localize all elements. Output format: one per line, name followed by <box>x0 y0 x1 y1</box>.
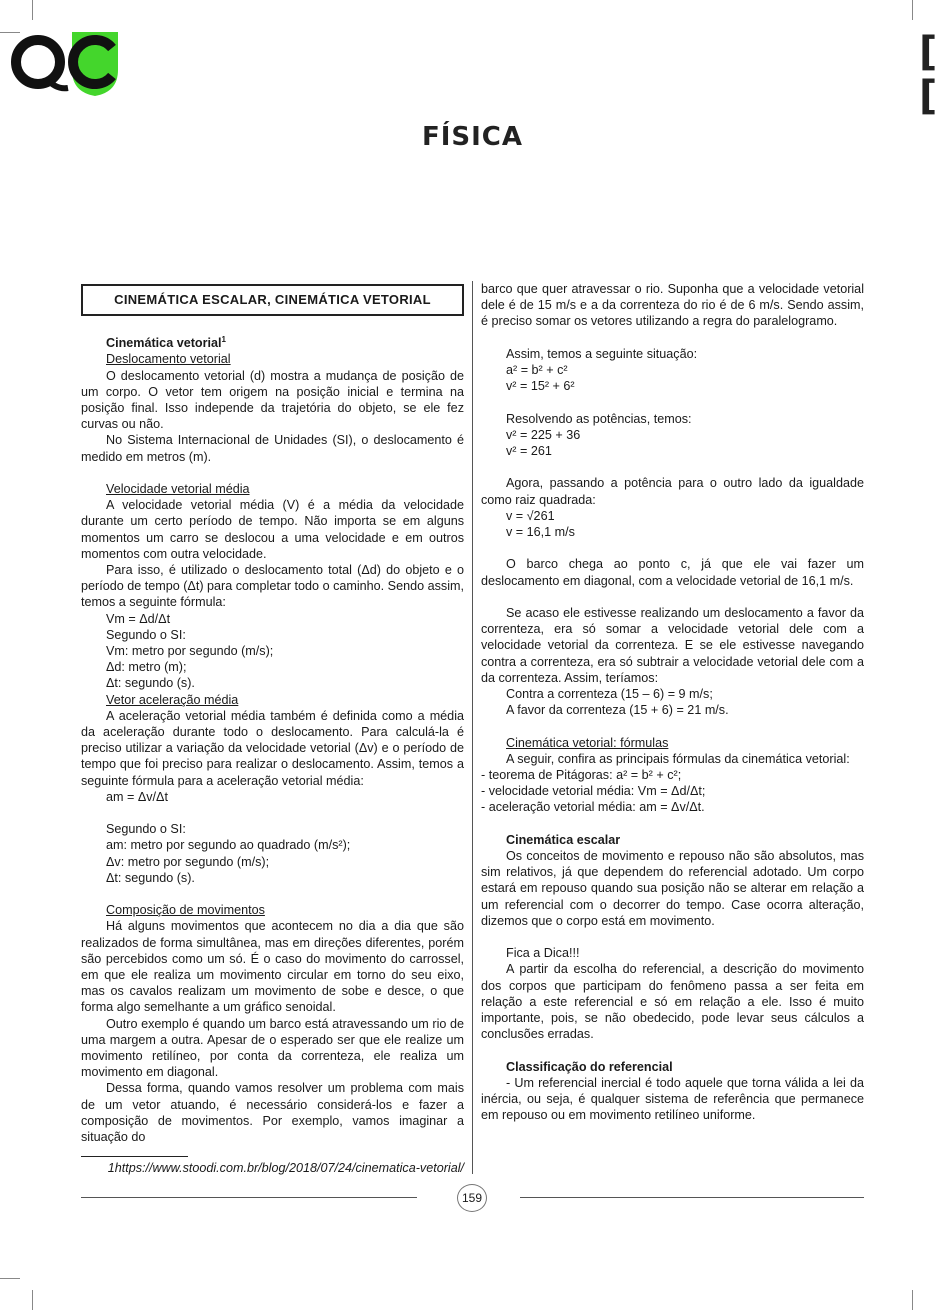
logo-q-ring <box>16 40 60 84</box>
formula-line-text: Contra a correnteza (15 – 6) = 9 m/s; <box>506 687 713 701</box>
footer-rule-right <box>520 1197 864 1198</box>
formula-line-text: Assim, temos a seguinte situação: <box>506 346 698 361</box>
formula-line <box>481 508 864 524</box>
paragraph-gap <box>81 886 464 902</box>
formula-line-text: A favor da correnteza (15 + 6) = 21 m/s. <box>506 703 729 718</box>
topic-heading-text: Velocidade vetorial média <box>106 482 250 496</box>
paragraph-text: A partir da escolha do referencial, a descrição do movimento dos corpos que participam do fenômeno passa a ser feita em relação a este referencial e só em relação a ele. Isso é muito importante, pois, se não obedecido, pode levar seus cálculos a conclusões erradas. <box>481 962 864 1042</box>
paragraph-gap <box>81 465 464 481</box>
page-number: 159 <box>457 1184 487 1212</box>
paragraph <box>481 799 864 815</box>
paragraph-text: Para isso, é utilizado o deslocamento total (Δd) do objeto e o período de tempo (Δt) para completar todo o caminho. Sendo assim, temos a seguinte fórmula: <box>81 563 464 610</box>
topic-heading <box>81 902 464 918</box>
paragraph-gap <box>481 540 864 556</box>
footnote-marker: 1 <box>221 335 226 344</box>
paragraph-gap <box>81 805 464 821</box>
paragraph-text: - velocidade vetorial média: Vm = Δd/Δt; <box>481 784 706 799</box>
subsection-heading-text: Cinemática escalar <box>506 832 621 847</box>
paragraph-text: - aceleração vetorial média: am = Δv/Δt. <box>481 800 705 815</box>
page-brackets <box>919 30 939 118</box>
formula-line <box>81 643 464 659</box>
formula-line-text: v² = 261 <box>506 444 552 458</box>
qc-logo <box>10 30 120 98</box>
right-column <box>481 281 864 1123</box>
formula-line <box>481 945 864 961</box>
paragraph-gap <box>481 816 864 832</box>
paragraph-text: No Sistema Internacional de Unidades (SI), o deslocamento é medido em metros (m). <box>81 433 464 464</box>
formula-line-text: Vm: metro por segundo (m/s); <box>106 644 274 659</box>
left-column-content <box>81 332 464 1145</box>
formula-line <box>481 346 864 362</box>
formula-line <box>481 362 864 378</box>
paragraph <box>81 1016 464 1081</box>
paragraph-text: O barco chega ao ponto c, já que ele vai fazer um deslocamento em diagonal, com a velocidade vetorial de 16,1 m/s. <box>481 557 864 588</box>
bracket-icon: [ <box>919 29 938 75</box>
formula-line-text: Vm = Δd/Δt <box>106 611 171 626</box>
paragraph <box>481 281 864 330</box>
paragraph <box>81 562 464 611</box>
footnote: 1https://www.stoodi.com.br/blog/2018/07/24/cinematica-vetorial/ <box>107 1161 464 1175</box>
paragraph <box>81 497 464 562</box>
formula-line <box>81 675 464 691</box>
paragraph <box>81 918 464 1015</box>
paragraph-text: A velocidade vetorial média (V) é a média da velocidade durante um certo período de tempo. Não importa se em alguns momentos um carro se deslocou a uma velocidade e em outros momentos com outra velocidade. <box>81 498 464 561</box>
footer-rule-left <box>81 1197 417 1198</box>
formula-line <box>481 443 864 459</box>
paragraph-text: Outro exemplo é quando um barco está atravessando um rio de uma margem a outra. Apesar de o esperado ser que ele realize um movimento retilíneo, por conta da correnteza, ele realiza um movimento em diagonal. <box>81 1016 464 1080</box>
paragraph-text: Agora, passando a potência para o outro lado da igualdade como raiz quadrada: <box>481 476 864 507</box>
formula-line-text: Resolvendo as potências, temos: <box>506 411 692 426</box>
topic-heading-text: Deslocamento vetorial <box>106 352 231 367</box>
formula-line <box>81 870 464 886</box>
paragraph-gap <box>481 589 864 605</box>
page-title: FÍSICA <box>421 122 524 152</box>
subsection-heading-text: Cinemática vetorial <box>106 336 222 351</box>
crop-mark <box>912 0 913 20</box>
formula-line-text: am = Δv/Δt <box>106 789 168 804</box>
topic-heading <box>81 481 464 497</box>
paragraph-gap <box>481 330 864 346</box>
formula-line <box>81 627 464 643</box>
paragraph-gap <box>481 718 864 734</box>
paragraph-gap <box>481 394 864 410</box>
paragraph <box>81 708 464 789</box>
paragraph-text: Os conceitos de movimento e repouso não são absolutos, mas sim relativos, já que dependem do referencial adotado. Um corpo estará em repouso quando sua posição não se alterar em relação a um referencial com o decorrer do tempo. Case ocorra alteração, dizemos que o corpo está em movimento. <box>481 849 864 928</box>
topic-heading <box>481 735 864 751</box>
topic-heading-text: Vetor aceleração média <box>106 692 239 707</box>
formula-line <box>81 854 464 870</box>
paragraph-gap <box>481 459 864 475</box>
paragraph <box>481 783 864 799</box>
formula-line <box>481 702 864 718</box>
paragraph <box>481 556 864 588</box>
topic-heading <box>81 351 464 367</box>
formula-line <box>481 427 864 443</box>
paragraph-text: A aceleração vetorial média também é definida como a média da aceleração durante todo o deslocamento. Para calculá-la é preciso utilizar a variação da velocidade vetorial (Δv) e o período de tempo que foi preciso para realizar o deslocamento. Assim, temos a seguinte fórmula para a aceleração vetorial média: <box>81 708 464 788</box>
crop-mark <box>32 0 33 20</box>
crop-mark <box>0 1278 20 1279</box>
right-column-content <box>481 281 864 1123</box>
paragraph-text: A seguir, confira as principais fórmulas da cinemática vetorial: <box>506 751 850 766</box>
crop-mark <box>912 1290 913 1310</box>
paragraph <box>481 475 864 507</box>
paragraph <box>481 767 864 783</box>
formula-line-text: Δv: metro por segundo (m/s); <box>106 854 270 869</box>
paragraph-text: - Um referencial inercial é todo aquele que torna válida a lei da inércia, ou seja, é qualquer sistema de referência que permanece em repouso ou em movimento retilíneo uniforme. <box>481 1075 864 1123</box>
paragraph <box>481 751 864 767</box>
paragraph <box>481 1075 864 1124</box>
topic-heading-text: Cinemática vetorial: fórmulas <box>506 735 669 750</box>
topic-heading-text: Composição de movimentos <box>106 903 265 918</box>
formula-line-text: Fica a Dica!!! <box>506 946 580 961</box>
formula-line <box>81 611 464 627</box>
formula-line-text: am: metro por segundo ao quadrado (m/s²); <box>106 838 351 853</box>
formula-line <box>481 411 864 427</box>
paragraph-gap <box>481 929 864 945</box>
formula-line-text: v = √261 <box>506 508 555 523</box>
formula-line <box>81 837 464 853</box>
formula-line-text: Δt: segundo (s). <box>106 870 195 885</box>
crop-mark <box>32 1290 33 1310</box>
section-title: CINEMÁTICA ESCALAR, CINEMÁTICA VETORIAL <box>81 284 464 316</box>
formula-line-text: Segundo o SI: <box>106 627 186 642</box>
column-divider <box>472 281 473 1174</box>
paragraph-text: Há alguns movimentos que acontecem no dia a dia que são realizados de forma simultânea, mas em direções diferentes, porém são percebidos como um só. É o caso do movimento do carrossel, em que ele realiza um movimento circular em torno do seu eixo, mas os cavalos realizam um movimento de sobe e desce, o que forma algo semelhante a um gráfico senoidal. <box>81 919 464 1015</box>
formula-line <box>81 821 464 837</box>
subsection-heading <box>81 332 464 351</box>
formula-line <box>81 659 464 675</box>
paragraph-text: - teorema de Pitágoras: a² = b² + c²; <box>481 768 682 782</box>
footnote-rule <box>81 1156 188 1157</box>
formula-line <box>481 524 864 540</box>
formula-line-text: v² = 225 + 36 <box>506 427 581 442</box>
paragraph-text: Se acaso ele estivesse realizando um deslocamento a favor da correnteza, era só somar a velocidade vetorial dele com a velocidade vetorial da correnteza. E se ele estivesse navegando contra a correnteza, era só subtrair a velocidade vetorial dele com a da correnteza. Assim, teríamos: <box>481 605 864 685</box>
paragraph <box>81 368 464 433</box>
formula-line-text: Δd: metro (m); <box>106 660 187 675</box>
bracket-icon: [ <box>919 73 938 119</box>
formula-line-text: Segundo o SI: <box>106 822 186 837</box>
subsection-heading <box>481 1059 864 1075</box>
formula-line-text: v² = 15² + 6² <box>506 379 575 394</box>
subsection-heading <box>481 832 864 848</box>
paragraph-gap <box>481 1042 864 1058</box>
paragraph <box>81 1080 464 1145</box>
formula-line <box>481 378 864 394</box>
formula-line <box>481 686 864 702</box>
paragraph-text: Dessa forma, quando vamos resolver um problema com mais de um vetor atuando, é necessário considerá-los e fazer a composição de movimentos. Por exemplo, vamos imaginar a situação do <box>81 1081 464 1145</box>
left-column <box>81 284 464 1145</box>
paragraph-text: barco que quer atravessar o rio. Suponha que a velocidade vetorial dele é de 15 m/s e a da correnteza do rio é de 6 m/s. Sendo assim, é preciso somar os vetores utilizando a regra do paralelogramo. <box>481 282 864 329</box>
formula-line <box>81 789 464 805</box>
formula-line-text: Δt: segundo (s). <box>106 676 195 691</box>
paragraph-text: O deslocamento vetorial (d) mostra a mudança de posição de um corpo. O vetor tem origem na posição inicial e termina na posição final. Isso independe da trajetória do objeto, se ele fez curvas ou não. <box>81 368 464 432</box>
paragraph <box>481 605 864 686</box>
formula-line-text: a² = b² + c² <box>506 363 568 377</box>
topic-heading <box>81 692 464 708</box>
paragraph <box>481 848 864 929</box>
subsection-heading-text: Classificação do referencial <box>506 1059 673 1074</box>
paragraph <box>481 961 864 1042</box>
formula-line-text: v = 16,1 m/s <box>506 525 575 539</box>
paragraph <box>81 432 464 464</box>
